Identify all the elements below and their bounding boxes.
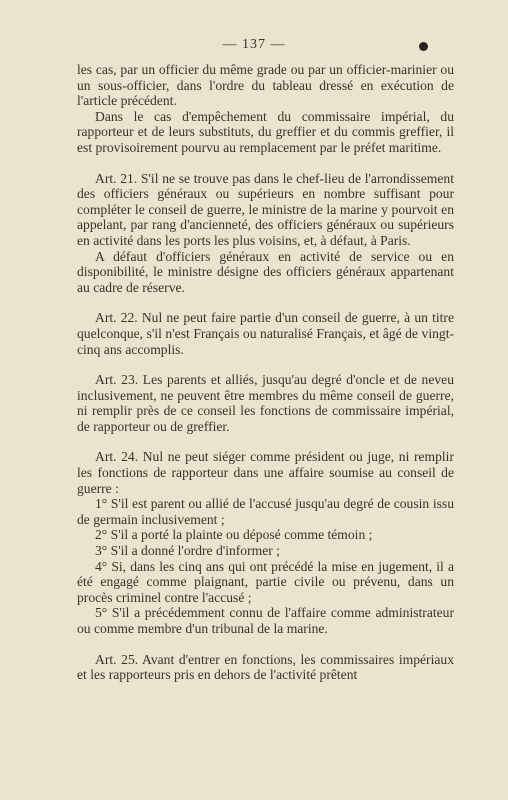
ink-dot	[419, 42, 428, 51]
article-22: Art. 22. Nul ne peut faire partie d'un conseil de guerre, à un titre quelconque, s'il n'est Français ou naturalisé Français, et âgé de vingt-cinq ans accomplis.	[77, 310, 454, 357]
article-24-item-1: 1° S'il est parent ou allié de l'accusé jusqu'au degré de cousin issu de germain inclusivement ;	[77, 496, 454, 527]
paragraph-continuation: les cas, par un officier du même grade ou par un officier-marinier ou un sous-officier, dans l'ordre du tableau dressé en exécution de l'article précédent.	[77, 62, 454, 109]
article-21: Art. 21. S'il ne se trouve pas dans le chef-lieu de l'arrondissement des officiers généraux ou supérieurs en nombre suffisant pour compléter le conseil de guerre, le ministre de la marine y pourvoit en appelant, par rang d'ancienneté, des officiers généraux ou supérieurs en activité dans les ports les plus voisins, et, à défaut, à Paris.	[77, 170, 454, 248]
article-21-paragraph-2: A défaut d'officiers généraux en activité de service ou en disponibilité, le ministre désigne des officiers généraux appartenant au cadre de réserve.	[77, 248, 454, 295]
article-24-item-4: 4° Si, dans les cinq ans qui ont précédé la mise en jugement, il a été engagé comme plaignant, partie civile ou prévenu, dans un procès criminel contre l'accusé ;	[77, 558, 454, 605]
article-24-item-5: 5° S'il a précédemment connu de l'affaire comme administrateur ou comme membre d'un tribunal de la marine.	[77, 605, 454, 636]
article-24-item-2: 2° S'il a porté la plainte ou déposé comme témoin ;	[95, 527, 373, 543]
page-body	[77, 62, 454, 683]
page-number: — 137 —	[222, 37, 286, 52]
article-24-item-3: 3° S'il a donné l'ordre d'informer ;	[95, 543, 280, 559]
paragraph-replacement: Dans le cas d'empêchement du commissaire impérial, du rapporteur et de leurs substituts, du greffier et du commis greffier, il est provisoirement pourvu au remplacement par le préfet maritime.	[77, 108, 454, 155]
article-24: Art. 24. Nul ne peut siéger comme président ou juge, ni remplir les fonctions de rapporteur dans une affaire soumise au conseil de guerre :	[77, 449, 454, 496]
article-25: Art. 25. Avant d'entrer en fonctions, les commissaires impériaux et les rapporteurs pris en dehors de l'activité prêtent	[77, 651, 454, 683]
article-23: Art. 23. Les parents et alliés, jusqu'au degré d'oncle et de neveu inclusivement, ne peuvent être membres du même conseil de guerre, ni remplir près de ce conseil les fonctions de commissaire impérial, de rapporteur ou de greffier.	[77, 372, 454, 434]
